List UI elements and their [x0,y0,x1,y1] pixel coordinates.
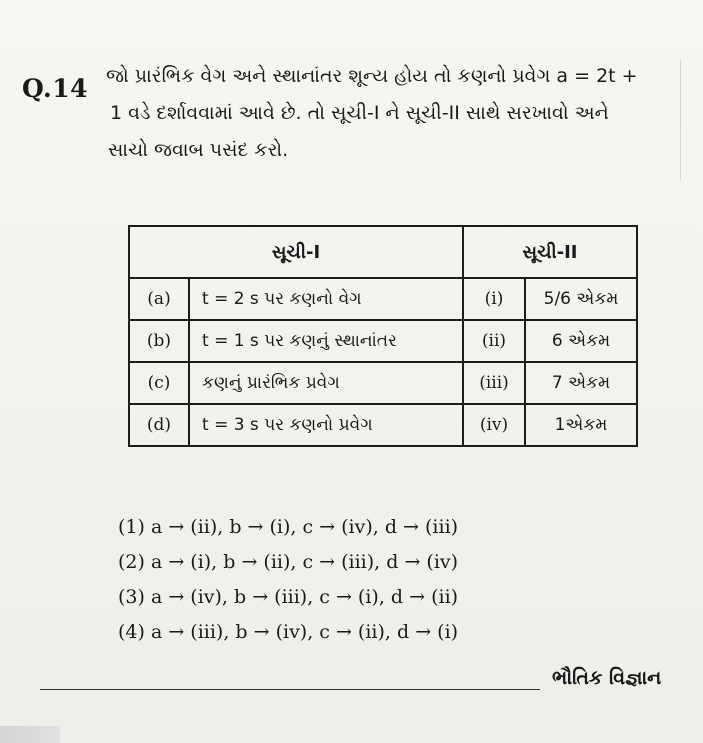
list-2-value: 5/6 એકમ [525,278,637,320]
list-2-value: 1એકમ [525,404,637,446]
corner-mark [0,726,60,743]
list-2-header: સૂચી-II [463,226,637,278]
list-1-item: કણનું પ્રારંભિક પ્રવેગ [189,362,463,404]
row-label: (b) [129,320,189,362]
row-numeral: (iv) [463,404,525,446]
list-1-item: t = 2 s પર કણનો વેગ [189,278,463,320]
table-row [129,362,637,404]
table-row [129,404,637,446]
paper-mark [680,60,681,180]
row-label: (a) [129,278,189,320]
option-3[interactable]: (3) a → (iv), b → (iii), c → (i), d → (ii) [118,586,459,608]
question-line-3: સાચો જવાબ પસંદ કરો. [108,139,289,161]
option-4[interactable]: (4) a → (iii), b → (iv), c → (ii), d → (i) [118,621,459,643]
list-2-value: 7 એકમ [525,362,637,404]
matching-table [128,225,638,447]
answer-options [118,510,458,650]
footer-divider [40,689,540,690]
list-1-item: t = 3 s પર કણનો પ્રવેગ [189,404,463,446]
row-label: (c) [129,362,189,404]
row-numeral: (i) [463,278,525,320]
row-numeral: (ii) [463,320,525,362]
table-header-row [129,226,637,278]
option-2[interactable]: (2) a → (i), b → (ii), c → (iii), d → (iv) [118,551,459,573]
subject-footer: ભૌતિક વિજ્ઞાન [552,667,662,689]
list-1-header: સૂચી-I [129,226,463,278]
row-numeral: (iii) [463,362,525,404]
table-row [129,320,637,362]
row-label: (d) [129,404,189,446]
list-1-item: t = 1 s પર કણનું સ્થાનાંતર [189,320,463,362]
question-line-2: 1 વડે દર્શાવવામાં આવે છે. તો સૂચી-I ને સૂચી-II સાથે સરખાવો અને [110,102,609,124]
question-line-1: જો પ્રારંભિક વેગ અને સ્થાનાંતર શૂન્ય હોય તો કણનો પ્રવેગ a = 2t + [106,65,638,87]
question-text [106,58,676,169]
list-2-value: 6 એકમ [525,320,637,362]
option-1[interactable]: (1) a → (ii), b → (i), c → (iv), d → (iii) [118,516,459,538]
table-row [129,278,637,320]
question-number: Q.14 [22,74,89,103]
